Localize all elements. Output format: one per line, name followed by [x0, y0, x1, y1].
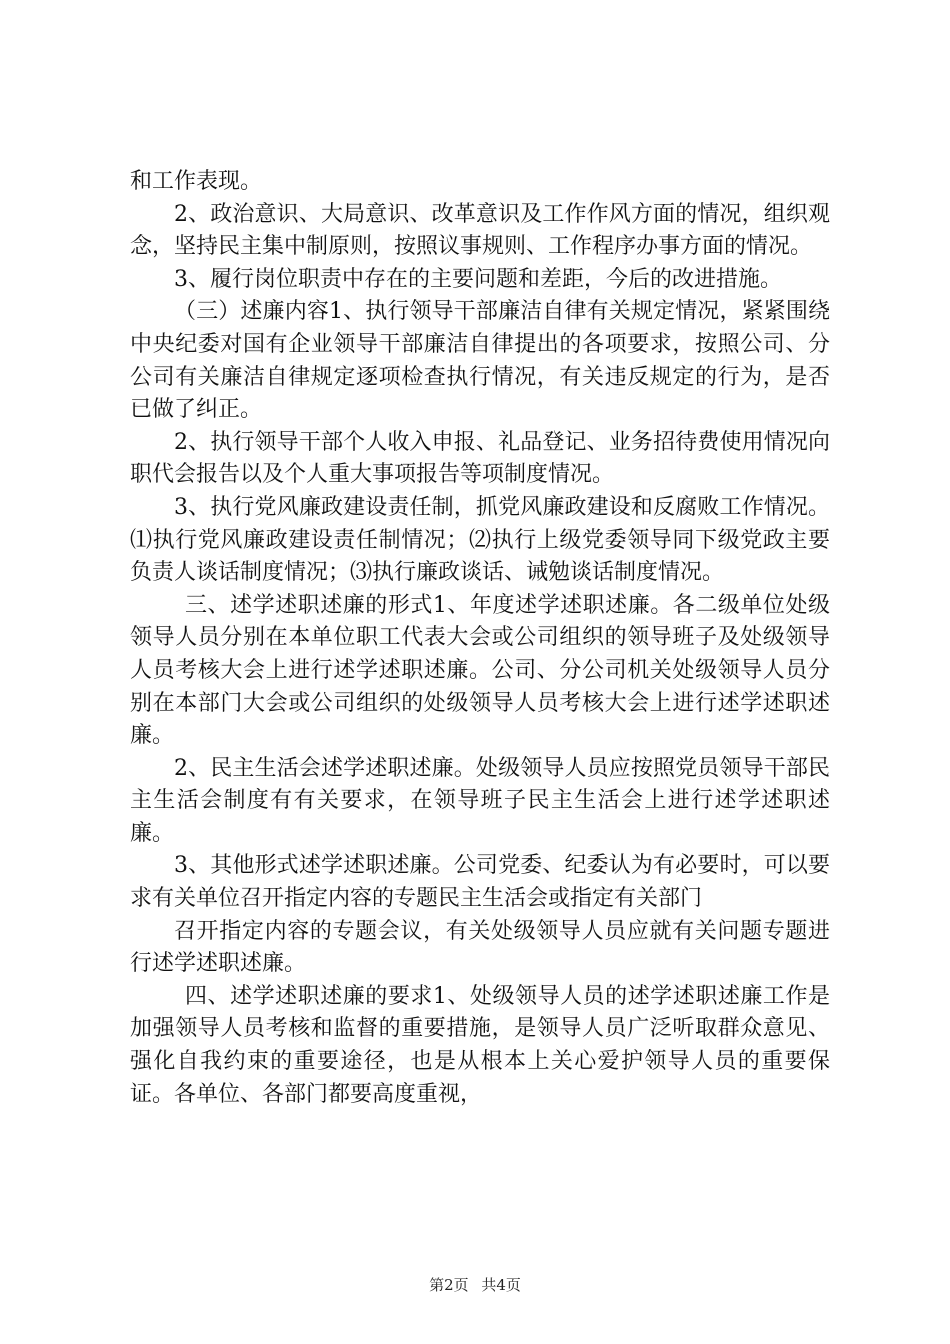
paragraph-item-3: 3、履行岗位职责中存在的主要问题和差距，今后的改进措施。 [174, 266, 782, 292]
paragraph-continuation: 和工作表现。 [130, 169, 263, 194]
paragraph-form-continuation: 召开指定内容的专题会议，有关处级领导人员应就有关问题专题进行述学述职述廉。 [130, 918, 830, 977]
page-footer [0, 1274, 950, 1295]
page-total: 共4页 [481, 1276, 521, 1294]
paragraph-section-requirements: 四、述学述职述廉的要求1、处级领导人员的述学述职述廉工作是加强领导人员考核和监督的重要措施，是领导人员广泛听取群众意见、强化自我约束的重要途径，也是从根本上关心爱护领导人员的重要保证。各单位、各部门都要高度重视， [130, 983, 830, 1107]
paragraph-lian-item-2: 2、执行领导干部个人收入申报、礼品登记、业务招待费使用情况向职代会报告以及个人重大事项报告等项制度情况。 [130, 429, 830, 488]
document-body [130, 166, 830, 1111]
page-number: 第2页 [429, 1276, 469, 1294]
paragraph-form-item-2: 2、民主生活会述学述职述廉。处级领导人员应按照党员领导干部民主生活会制度有有关要求，在领导班子民主生活会上进行述学述职述廉。 [130, 755, 830, 846]
paragraph-lian-item-3: 3、执行党风廉政建设责任制，抓党风廉政建设和反腐败工作情况。⑴执行党风廉政建设责任制情况；⑵执行上级党委领导同下级党政主要负责人谈话制度情况；⑶执行廉政谈话、诫勉谈话制度情况。 [130, 494, 830, 586]
paragraph-item-2: 2、政治意识、大局意识、改革意识及工作作风方面的情况，组织观念，坚持民主集中制原则，按照议事规则、工作程序办事方面的情况。 [130, 201, 830, 260]
paragraph-section-three: （三）述廉内容1、执行领导干部廉洁自律有关规定情况，紧紧围绕中央纪委对国有企业领导干部廉洁自律提出的各项要求，按照公司、分公司有关廉洁自律规定逐项检查执行情况，有关违反规定的行为，是否已做了纠正。 [130, 299, 830, 423]
paragraph-form-item-3: 3、其他形式述学述职述廉。公司党委、纪委认为有必要时，可以要求有关单位召开指定内容的专题民主生活会或指定有关部门 [130, 853, 830, 912]
paragraph-section-form: 三、述学述职述廉的形式1、年度述学述职述廉。各二级单位处级领导人员分别在本单位职工代表大会或公司组织的领导班子及处级领导人员考核大会上进行述学述职述廉。公司、分公司机关处级领导人员分别在本部门大会或公司组织的处级领导人员考核大会上进行述学述职述廉。 [130, 592, 830, 749]
